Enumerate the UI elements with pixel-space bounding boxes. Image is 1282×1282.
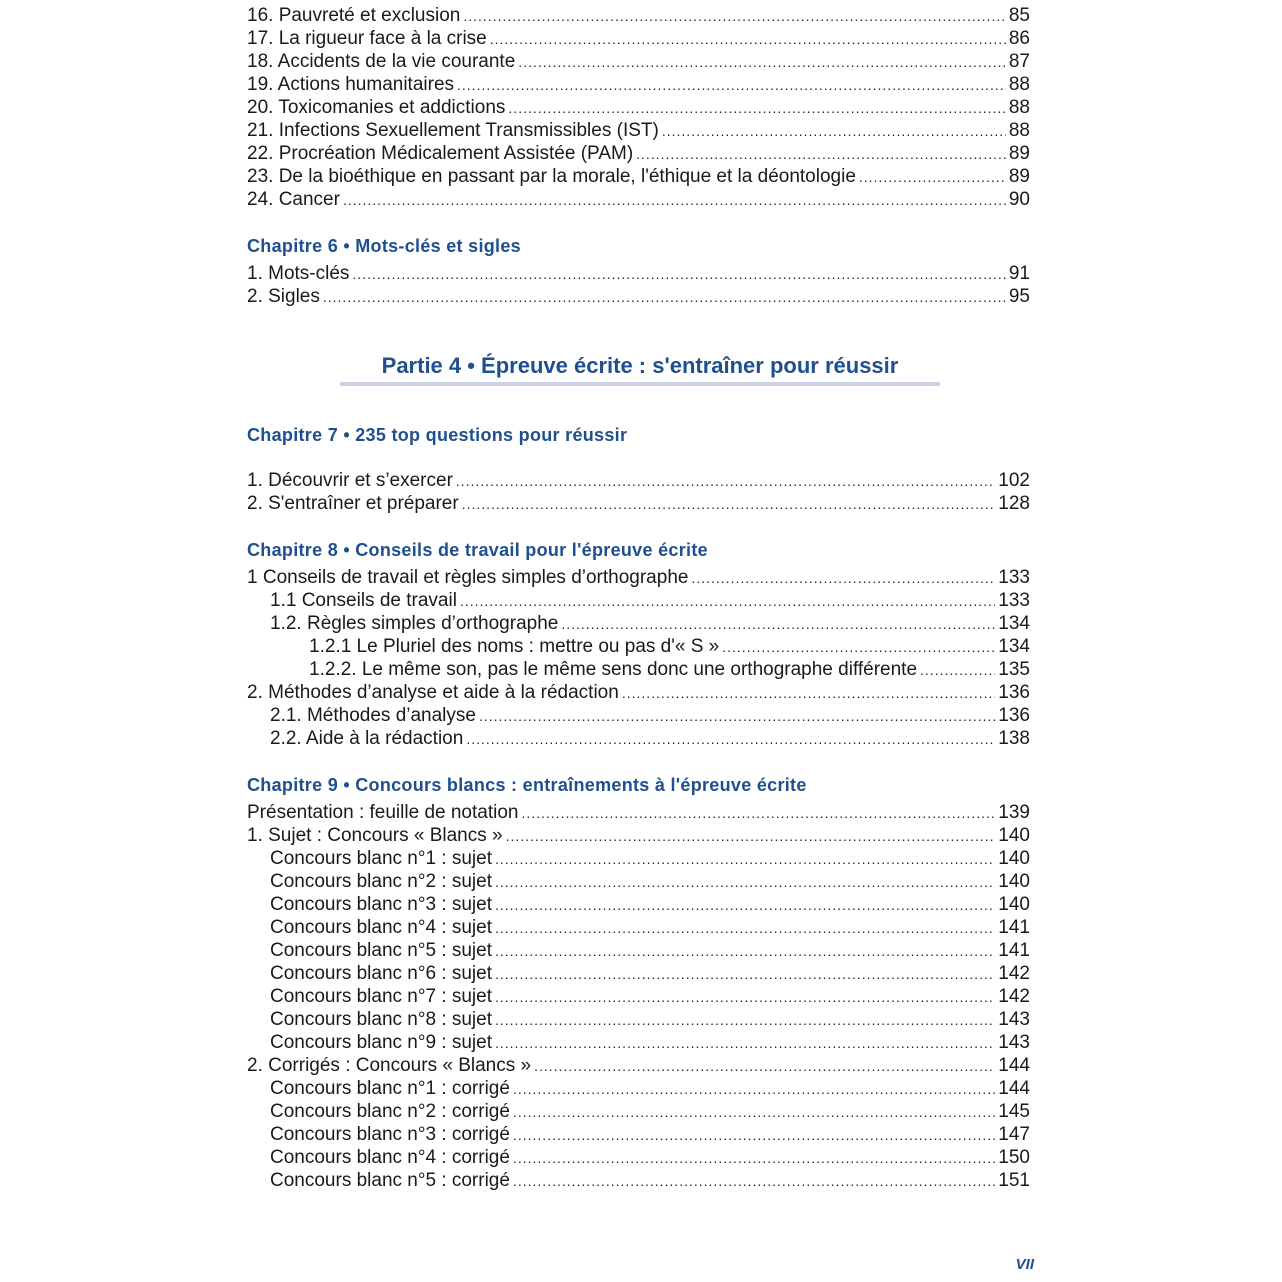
- toc-entry-label: 20. Toxicomanies et addictions: [247, 97, 506, 118]
- chapter-heading: Chapitre 7 • 235 top questions pour réussir: [247, 425, 628, 445]
- toc-entry: [270, 1146, 1030, 1169]
- toc-entry-page: 133: [998, 567, 1030, 588]
- toc-entry-label: Concours blanc n°3 : corrigé: [270, 1124, 510, 1145]
- toc-entry-page: 89: [1008, 143, 1030, 164]
- leader-dots: [513, 1170, 995, 1193]
- toc-entry-page: 133: [998, 590, 1030, 611]
- toc-entry: [270, 916, 1030, 939]
- leader-dots: [561, 613, 995, 636]
- toc-entry-label: Concours blanc n°7 : sujet: [270, 986, 492, 1007]
- toc-entry: [270, 893, 1030, 916]
- leader-dots: [466, 728, 995, 751]
- leader-dots: [490, 28, 1006, 51]
- toc-entry: [309, 658, 1030, 681]
- toc-entry-label: Concours blanc n°5 : sujet: [270, 940, 492, 961]
- toc-entry-page: 89: [1008, 166, 1030, 187]
- toc-entry: [270, 612, 1030, 635]
- leader-dots: [495, 848, 995, 871]
- leader-dots: [518, 51, 1006, 74]
- toc-entry-page: 136: [998, 682, 1030, 703]
- toc-entry: [247, 73, 1030, 96]
- toc-entry-page: 145: [998, 1101, 1030, 1122]
- leader-dots: [495, 894, 995, 917]
- leader-dots: [456, 470, 995, 493]
- toc-entry: [247, 824, 1030, 847]
- toc-entry-label: 1.1 Conseils de travail: [270, 590, 457, 611]
- toc-entry-label: Concours blanc n°6 : sujet: [270, 963, 492, 984]
- toc-entry-page: 150: [998, 1147, 1030, 1168]
- toc-entry: [247, 681, 1030, 704]
- toc-entry-page: 87: [1008, 51, 1030, 72]
- toc-entry-label: 1 Conseils de travail et règles simples d’orthographe: [247, 567, 689, 588]
- toc-entry: [247, 142, 1030, 165]
- toc-entry-label: 19. Actions humanitaires: [247, 74, 455, 95]
- toc-entry-page: 140: [998, 894, 1030, 915]
- toc-entry-label: 1. Découvrir et s’exercer: [247, 470, 453, 491]
- toc-entry-page: 91: [1008, 263, 1030, 284]
- toc-entry: [247, 96, 1030, 119]
- toc-entry-label: 21. Infections Sexuellement Transmissibles (IST): [247, 120, 659, 141]
- toc-entry-page: 134: [998, 636, 1030, 657]
- toc-entry: [270, 1008, 1030, 1031]
- leader-dots: [859, 166, 1006, 189]
- toc-entry: [247, 165, 1030, 188]
- part-heading: Partie 4 • Épreuve écrite : s'entraîner pour réussir: [340, 350, 940, 386]
- toc-entry-label: 23. De la bioéthique en passant par la morale, l'éthique et la déontologie: [247, 166, 856, 187]
- toc-entry-label: Concours blanc n°4 : sujet: [270, 917, 492, 938]
- toc-entry-page: 142: [998, 986, 1030, 1007]
- leader-dots: [508, 97, 1005, 120]
- toc-entry-page: 147: [998, 1124, 1030, 1145]
- toc-entry-page: 143: [998, 1032, 1030, 1053]
- toc-entry-page: 140: [998, 871, 1030, 892]
- toc-entry-page: 90: [1008, 189, 1030, 210]
- page-folio: VII: [1015, 1256, 1034, 1273]
- toc-entry-label: Présentation : feuille de notation: [247, 802, 519, 823]
- toc-entry: [247, 285, 1030, 308]
- leader-dots: [352, 263, 1005, 286]
- leader-dots: [495, 1009, 995, 1032]
- toc-entry-label: Concours blanc n°8 : sujet: [270, 1009, 492, 1030]
- toc-entry-label: Concours blanc n°2 : sujet: [270, 871, 492, 892]
- leader-dots: [622, 682, 995, 705]
- toc-entry-page: 86: [1008, 28, 1030, 49]
- leader-dots: [513, 1078, 995, 1101]
- toc-entry-label: Concours blanc n°3 : sujet: [270, 894, 492, 915]
- toc-entry-page: 88: [1008, 74, 1030, 95]
- leader-dots: [479, 705, 995, 728]
- leader-dots: [513, 1124, 995, 1147]
- chapter-heading: Chapitre 6 • Mots-clés et sigles: [247, 236, 521, 256]
- leader-dots: [691, 567, 995, 590]
- leader-dots: [495, 871, 995, 894]
- toc-entry-label: 16. Pauvreté et exclusion: [247, 5, 461, 26]
- toc-entry-page: 136: [998, 705, 1030, 726]
- toc-entry-page: 144: [998, 1055, 1030, 1076]
- toc-entry-label: 2. Méthodes d’analyse et aide à la rédaction: [247, 682, 619, 703]
- toc-entry-label: Concours blanc n°5 : corrigé: [270, 1170, 510, 1191]
- toc-entry: [270, 704, 1030, 727]
- toc-entry-label: Concours blanc n°1 : sujet: [270, 848, 492, 869]
- toc-entry: [270, 870, 1030, 893]
- leader-dots: [495, 917, 995, 940]
- toc-entry: [247, 262, 1030, 285]
- toc-entry-label: 2. Sigles: [247, 286, 320, 307]
- toc-entry: [247, 119, 1030, 142]
- leader-dots: [513, 1101, 995, 1124]
- toc-entry-page: 138: [998, 728, 1030, 749]
- toc-entry-label: 1. Sujet : Concours « Blancs »: [247, 825, 503, 846]
- toc-entry: [309, 635, 1030, 658]
- toc-entry-page: 135: [998, 659, 1030, 680]
- leader-dots: [495, 986, 995, 1009]
- toc-entry-page: 140: [998, 825, 1030, 846]
- leader-dots: [513, 1147, 995, 1170]
- leader-dots: [534, 1055, 995, 1078]
- toc-entry-label: Concours blanc n°4 : corrigé: [270, 1147, 510, 1168]
- toc-entry-page: 134: [998, 613, 1030, 634]
- toc-entry: [270, 939, 1030, 962]
- toc-entry-label: 2. Corrigés : Concours « Blancs »: [247, 1055, 532, 1076]
- leader-dots: [460, 590, 995, 613]
- leader-dots: [506, 825, 996, 848]
- toc-entry: [247, 492, 1030, 515]
- toc-entry: [247, 188, 1030, 211]
- toc-entry-page: 142: [998, 963, 1030, 984]
- toc-entry: [247, 50, 1030, 73]
- toc-entry-page: 139: [998, 802, 1030, 823]
- chapter-heading: Chapitre 8 • Conseils de travail pour l'épreuve écrite: [247, 540, 708, 560]
- toc-entry-page: 88: [1008, 97, 1030, 118]
- leader-dots: [462, 493, 996, 516]
- toc-entry-label: Concours blanc n°9 : sujet: [270, 1032, 492, 1053]
- leader-dots: [722, 636, 995, 659]
- leader-dots: [457, 74, 1006, 97]
- toc-entry: [270, 727, 1030, 750]
- toc-entry: [270, 1031, 1030, 1054]
- toc-entry-page: 143: [998, 1009, 1030, 1030]
- toc-entry: [247, 566, 1030, 589]
- toc-entry-page: 88: [1008, 120, 1030, 141]
- toc-entry-page: 85: [1008, 5, 1030, 26]
- toc-entry: [247, 801, 1030, 824]
- toc-entry-page: 144: [998, 1078, 1030, 1099]
- toc-entry-page: 141: [998, 917, 1030, 938]
- toc-entry-page: 140: [998, 848, 1030, 869]
- toc-entry-page: 95: [1008, 286, 1030, 307]
- toc-entry-label: 24. Cancer: [247, 189, 340, 210]
- leader-dots: [343, 189, 1006, 212]
- leader-dots: [636, 143, 1006, 166]
- toc-entry-label: 2. S'entraîner et préparer: [247, 493, 459, 514]
- toc-entry-page: 141: [998, 940, 1030, 961]
- leader-dots: [323, 286, 1006, 309]
- toc-entry-label: 17. La rigueur face à la crise: [247, 28, 487, 49]
- toc-entry-page: 128: [998, 493, 1030, 514]
- toc-entry: [270, 1077, 1030, 1100]
- toc-entry: [247, 1054, 1030, 1077]
- toc-entry: [270, 1169, 1030, 1192]
- toc-entry: [270, 985, 1030, 1008]
- toc-entry-label: 1.2.2. Le même son, pas le même sens donc une orthographe différente: [309, 659, 918, 680]
- toc-entry: [270, 847, 1030, 870]
- toc-entry: [247, 469, 1030, 492]
- toc-entry-label: 2.1. Méthodes d’analyse: [270, 705, 476, 726]
- leader-dots: [920, 659, 995, 682]
- toc-entry-label: 1.2.1 Le Pluriel des noms : mettre ou pas d'« S »: [309, 636, 720, 657]
- toc-entry-label: 1.2. Règles simples d’orthographe: [270, 613, 559, 634]
- leader-dots: [495, 1032, 995, 1055]
- toc-entry-label: 18. Accidents de la vie courante: [247, 51, 516, 72]
- toc-entry-label: Concours blanc n°1 : corrigé: [270, 1078, 510, 1099]
- toc-entry-label: 22. Procréation Médicalement Assistée (PAM): [247, 143, 634, 164]
- toc-entry-page: 102: [998, 470, 1030, 491]
- leader-dots: [463, 5, 1006, 28]
- leader-dots: [495, 940, 995, 963]
- toc-entry: [270, 1123, 1030, 1146]
- toc-entry-label: 1. Mots-clés: [247, 263, 350, 284]
- toc-entry: [247, 4, 1030, 27]
- leader-dots: [521, 802, 995, 825]
- toc-entry: [270, 1100, 1030, 1123]
- leader-dots: [495, 963, 995, 986]
- toc-entry: [270, 962, 1030, 985]
- chapter-heading: Chapitre 9 • Concours blancs : entraînements à l'épreuve écrite: [247, 775, 807, 795]
- toc-entry-label: Concours blanc n°2 : corrigé: [270, 1101, 510, 1122]
- toc-entry-label: 2.2. Aide à la rédaction: [270, 728, 464, 749]
- leader-dots: [662, 120, 1006, 143]
- toc-entry-page: 151: [998, 1170, 1030, 1191]
- toc-entry: [247, 27, 1030, 50]
- toc-entry: [270, 589, 1030, 612]
